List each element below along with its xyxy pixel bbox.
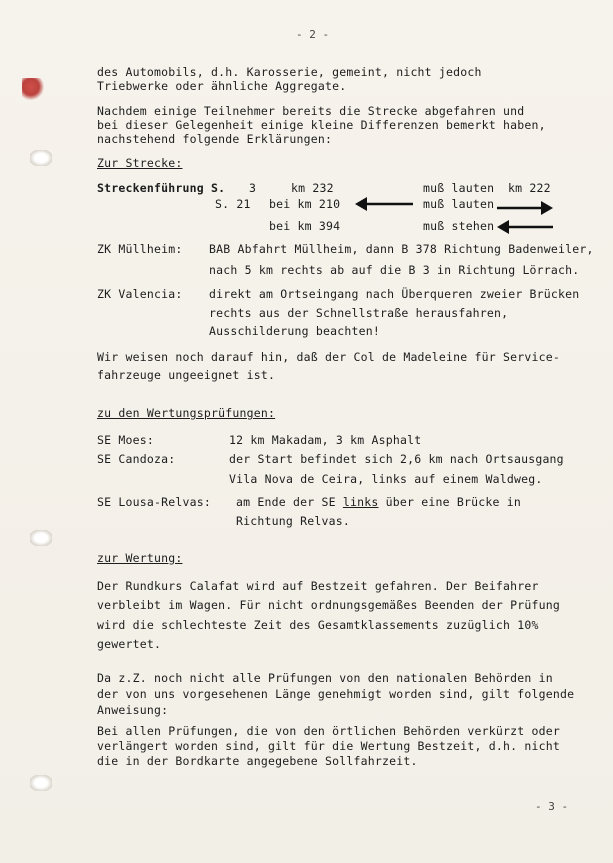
intro-line-2: Triebwerke oder ähnliche Aggregate.	[97, 79, 347, 93]
red-ink-mark	[22, 78, 44, 100]
zk-mullheim-line-1: BAB Abfahrt Müllheim, dann B 378 Richtung Badenweiler,	[209, 242, 594, 256]
arrow-left-icon-row3	[497, 218, 553, 236]
zk-valencia-line-3: Ausschilderung beachten!	[209, 324, 380, 338]
wertung-p2-line-1: Da z.Z. noch nicht alle Prüfungen von den nationalen Behörden in	[97, 671, 553, 685]
zk-valencia-line-2: rechts aus der Schnellstraße herausfahren,	[209, 306, 509, 320]
punch-hole-top	[30, 150, 52, 166]
strecke-row3-must: muß stehen	[423, 219, 495, 233]
intro-line-4: bei dieser Gelegenheit einige kleine Differenzen bemerkt haben,	[97, 118, 546, 132]
wp-candoza-line-1: der Start befindet sich 2,6 km nach Ortsausgang	[229, 452, 564, 466]
zk-valencia-label: ZK Valencia:	[97, 287, 183, 301]
wp-moes-label: SE Moes:	[97, 433, 154, 447]
strecke-row2-must: muß lauten	[423, 197, 495, 211]
punch-hole-middle	[30, 530, 52, 546]
strecke-row1-km2: km 222	[508, 181, 551, 195]
wp-lousa-line-1-link: links	[342, 495, 379, 509]
wertung-p1-line-3: wird die schlechteste Zeit des Gesamtklassements zuzüglich 10%	[97, 618, 539, 632]
wp-lousa-line-1-post: über eine Brücke in	[378, 495, 521, 509]
wertung-p1-line-1: Der Rundkurs Calafat wird auf Bestzeit gefahren. Der Beifahrer	[97, 579, 539, 593]
page-footer-number: - 3 -	[535, 800, 569, 813]
wertung-p1-line-4: gewertet.	[97, 637, 162, 651]
strecke-heading: Zur Strecke:	[97, 156, 183, 170]
wertung-p3-line-2: verlängert worden sind, gilt für die Wertung Bestzeit, d.h. nicht	[97, 739, 561, 753]
wertung-heading: zur Wertung:	[97, 551, 183, 565]
wp-lousa-label: SE Lousa-Relvas:	[97, 495, 211, 509]
wertung-p3-line-1: Bei allen Prüfungen, die von den örtlichen Behörden verkürzt oder	[97, 724, 561, 738]
zk-mullheim-label: ZK Müllheim:	[97, 242, 183, 256]
wp-heading: zu den Wertungsprüfungen:	[97, 406, 276, 420]
arrow-left-icon-row2	[355, 195, 415, 213]
page-header-number: - 2 -	[296, 28, 330, 41]
strecke-row1-km: km 232	[291, 181, 334, 195]
intro-line-1: des Automobils, d.h. Karosserie, gemeint, nicht jedoch	[97, 65, 482, 79]
strecke-row1-label: Streckenführung S.	[97, 181, 226, 195]
wp-lousa-line-2: Richtung Relvas.	[236, 514, 350, 528]
wp-lousa-line-1-pre: am Ende der SE	[236, 495, 343, 509]
wertung-p2-line-3: Anweisung:	[97, 703, 169, 717]
intro-line-3: Nachdem einige Teilnehmer bereits die Strecke abgefahren und	[97, 104, 525, 118]
strecke-row2-page: S. 21	[215, 197, 251, 211]
zk-mullheim-line-2: nach 5 km rechts ab auf die B 3 in Richtung Lörrach.	[209, 263, 580, 277]
strecke-row2-km: bei km 210	[269, 197, 341, 211]
strecke-row1-page: 3	[249, 181, 257, 195]
arrow-right-icon-row2	[497, 199, 553, 217]
wertung-p2-line-2: der von uns vorgesehenen Länge genehmigt worden sind, gilt folgende	[97, 687, 575, 701]
strecke-row1-must: muß lauten	[423, 181, 495, 195]
wp-lousa-line-1	[236, 495, 521, 509]
punch-hole-bottom	[30, 775, 52, 791]
strecke-row3-km: bei km 394	[269, 219, 341, 233]
intro-line-5: nachstehend folgende Erklärungen:	[97, 132, 333, 146]
wp-candoza-line-2: Vila Nova de Ceira, links auf einem Waldweg.	[229, 472, 543, 486]
wertung-p3-line-3: die in der Bordkarte angegebene Sollfahrzeit.	[97, 754, 418, 768]
note-line-2: fahrzeuge ungeeignet ist.	[97, 368, 276, 382]
wp-moes-text: 12 km Makadam, 3 km Asphalt	[229, 433, 422, 447]
wp-candoza-label: SE Candoza:	[97, 452, 176, 466]
wertung-p1-line-2: verbleibt im Wagen. Für nicht ordnungsgemäßes Beenden der Prüfung	[97, 598, 561, 612]
zk-valencia-line-1: direkt am Ortseingang nach Überqueren zweier Brücken	[209, 287, 580, 301]
note-line-1: Wir weisen noch darauf hin, daß der Col de Madeleine für Service-	[97, 350, 561, 364]
